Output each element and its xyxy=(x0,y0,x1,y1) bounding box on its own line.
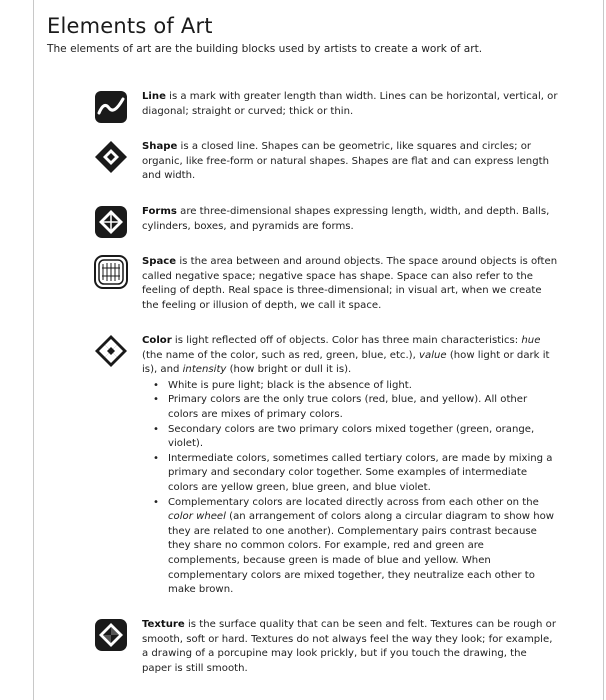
term-intensity: intensity xyxy=(182,364,227,376)
line-description xyxy=(142,90,558,119)
texture-description xyxy=(142,618,558,676)
intro-text: The elements of art are the building blocks used by artists to create a work of art. xyxy=(47,43,483,55)
shape-desc-text: is a closed line. Shapes can be geometric, like squares and circles; or organic, like free-form or natural shapes. Shapes are flat and can express length and width. xyxy=(142,141,549,182)
term-line: Line xyxy=(142,91,166,102)
term-value: value xyxy=(419,349,447,361)
color-intro xyxy=(142,334,558,378)
line-icon xyxy=(94,90,128,124)
shape-icon xyxy=(94,140,128,174)
term-color: Color xyxy=(142,335,172,346)
term-color-wheel: color wheel xyxy=(168,511,226,523)
bullet5-part2: (an arrangement of colors along a circular diagram to show how they are related to one another). Complementary pairs contrast because they share no common colors. For example, red and green are complements, because green is made of blue and yellow. When complementary colors are mixed together, they neutralize each other to make brown. xyxy=(168,511,555,596)
color-desc-4: (how bright or dull it is). xyxy=(226,364,352,376)
term-space: Space xyxy=(142,256,177,267)
list-item: • White is pure light; black is the absence of light. xyxy=(152,379,558,394)
term-shape: Shape xyxy=(142,141,178,152)
right-margin-rule xyxy=(603,0,604,700)
page-title: Elements of Art xyxy=(47,14,213,38)
form-icon xyxy=(94,205,128,239)
list-item: • Secondary colors are two primary colors mixed together (green, orange, violet). xyxy=(152,423,558,452)
list-item: • Primary colors are the only true colors (red, blue, and yellow). All other colors are mixes of primary colors. xyxy=(152,393,558,422)
color-desc-3: (how light or dark it is), and xyxy=(142,349,550,376)
space-icon xyxy=(94,255,128,289)
space-description xyxy=(142,255,558,313)
shape-description xyxy=(142,140,558,184)
term-forms: Forms xyxy=(142,206,177,217)
left-margin-rule xyxy=(33,0,34,700)
line-desc-text: is a mark with greater length than width. Lines can be horizontal, vertical, or diagonal; straight or curved; thick or thin. xyxy=(142,91,558,117)
space-desc-text: is the area between and around objects. The space around objects is often called negative space; negative space has shape. Space can also refer to the feeling of depth. Real space is three-dimensional; in visual art, when we create the feeling or illusion of depth, we call it space. xyxy=(142,256,558,311)
bullet5-part1: Complementary colors are located directly across from each other on the xyxy=(168,496,539,508)
texture-desc-text: is the surface quality that can be seen and felt. Textures can be rough or smooth, soft or hard. Textures do not always feel the way they look; for example, a drawing of a porcupine may look prickly, but if you touch the drawing, the paper is still smooth. xyxy=(142,619,556,674)
texture-icon xyxy=(94,618,128,652)
list-item: • Intermediate colors, sometimes called tertiary colors, are made by mixing a primary and secondary color together. Some examples of intermediate colors are yellow green, blue green, and blue violet. xyxy=(152,452,558,496)
color-icon xyxy=(94,334,128,368)
term-texture: Texture xyxy=(142,619,185,630)
list-item xyxy=(152,496,558,598)
color-bullet-list xyxy=(142,379,558,598)
term-hue: hue xyxy=(521,335,541,346)
forms-desc-text: are three-dimensional shapes expressing length, width, and depth. Balls, cylinders, boxes, and pyramids are forms. xyxy=(142,206,550,232)
color-desc-2: (the name of the color, such as red, green, blue, etc.), xyxy=(142,349,420,361)
color-desc-1: is light reflected off of objects. Color has three main characteristics: xyxy=(171,335,522,346)
forms-description xyxy=(142,205,558,234)
color-description xyxy=(142,334,558,598)
